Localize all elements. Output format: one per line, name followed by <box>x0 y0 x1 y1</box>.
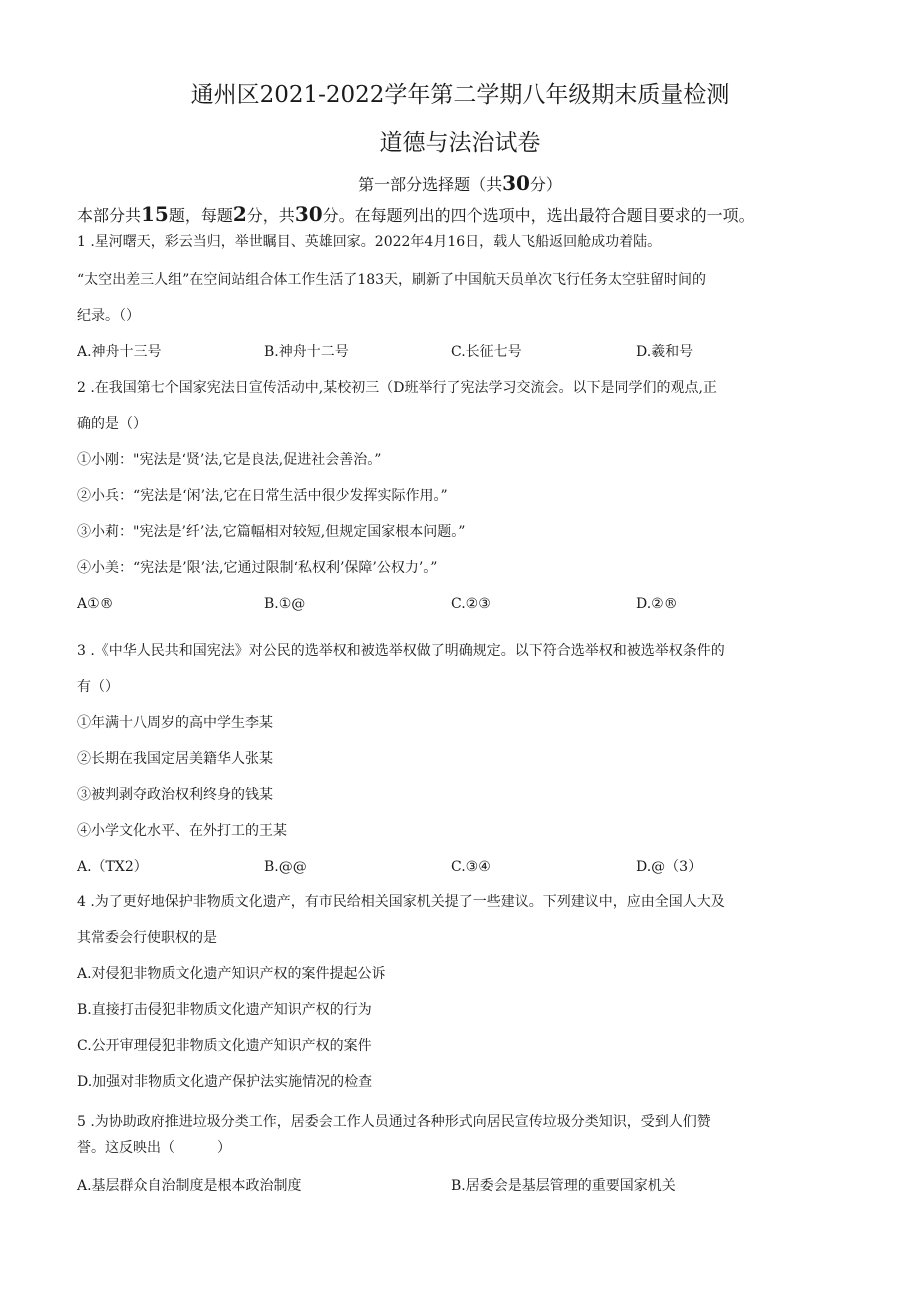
question-3-option-d: D.@（3） <box>636 859 703 875</box>
question-3-line: ②长期在我国定居美籍华人张某 <box>77 751 273 767</box>
question-3-option-b: B.@@ <box>264 859 307 875</box>
question-4-line: 其常委会行使职权的是 <box>77 930 217 946</box>
question-2-option-d: D.②® <box>636 596 678 612</box>
intro-text-3: 分，共 <box>246 206 295 225</box>
question-1-option-a: A.神舟十三号 <box>77 344 162 360</box>
question-1-option-d: D.羲和号 <box>636 344 694 360</box>
question-2-option-b: B.①@ <box>264 596 306 612</box>
question-4-line: 4 .为了更好地保护非物质文化遗产，有市民给相关国家机关提了一些建议。下列建议中，应由全国人大及 <box>77 894 725 910</box>
question-2-line: 确的是（） <box>77 416 147 432</box>
question-1-option-b: B.神舟十二号 <box>264 344 349 360</box>
section-heading <box>0 172 920 196</box>
question-1-line: 1 .星河曙天，彩云当归，举世瞩目、英雄回家。2022年4月16日，载人飞船返回舱成功着陆。 <box>77 234 662 250</box>
question-4-option-c: C.公开审理侵犯非物质文化遗产知识产权的案件 <box>77 1038 372 1054</box>
intro-points-total: 30 <box>294 202 323 226</box>
question-5-option-b: B.居委会是基层管理的重要国家机关 <box>451 1178 676 1194</box>
intro-count: 15 <box>141 202 169 226</box>
intro-points-each: 2 <box>232 202 247 226</box>
question-2-line: ①小刚："宪法是‘贤’法,它是良法,促进社会善治。” <box>77 452 382 468</box>
section-heading-score: 30 <box>502 171 530 195</box>
question-1-line: “太空出差三人组”在空间站组合体工作生活了183天，刷新了中国航天员单次飞行任务太空驻留时间的 <box>77 272 707 288</box>
question-3-line: ④小学文化水平、在外打工的王某 <box>77 823 287 839</box>
exam-subtitle: 道德与法治试卷 <box>379 130 541 156</box>
question-3-option-a: A.（TX2） <box>77 859 148 875</box>
question-1-option-c: C.长征七号 <box>451 344 522 360</box>
intro-text-2: 题，每题 <box>168 206 233 225</box>
intro-text-1: 本部分共 <box>77 206 142 225</box>
section-instructions <box>77 202 755 228</box>
question-4-option-d: D.加强对非物质文化遗产保护法实施情况的检查 <box>77 1074 373 1090</box>
question-5-line: 誉。这反映出（ ） <box>77 1140 231 1156</box>
question-2-line: ③小莉："宪法是’纤’法,它篇幅相对较短,但规定国家根本问题。” <box>77 524 466 540</box>
question-2-line: ④小美：“宪法是’限’法,它通过限制‘私权利’保障’公权力’。” <box>77 560 438 576</box>
section-heading-end: 分） <box>529 175 562 194</box>
question-2-line: ②小兵：“宪法是‘闲’法,它在日常生活中很少发挥实际作用。” <box>77 488 448 504</box>
question-5-line: 5 .为协助政府推进垃圾分类工作，居委会工作人员通过各种形式向居民宣传垃圾分类知识，受到人们赞 <box>77 1114 711 1130</box>
question-3-option-c: C.③④ <box>451 859 491 875</box>
question-2-line: 2 .在我国第七个国家宪法日宣传活动中,某校初三（D班举行了宪法学习交流会。以下是同学们的观点,正 <box>77 380 717 396</box>
question-3-line: 有（） <box>77 679 119 695</box>
question-2-option-c: C.②③ <box>451 596 491 612</box>
intro-text-4: 分。在每题列出的四个选项中，选出最符合题目要求的一项。 <box>322 206 755 225</box>
question-3-line: ③被判剥夺政治权利终身的钱某 <box>77 787 273 803</box>
question-4-option-a: A.对侵犯非物质文化遗产知识产权的案件提起公诉 <box>77 966 386 982</box>
question-2-option-a: A①® <box>77 596 114 612</box>
exam-title: 通州区2021-2022学年第二学期八年级期末质量检测 <box>190 82 730 108</box>
section-heading-text: 第一部分选择题（共 <box>358 175 503 194</box>
question-5-option-a: A.基层群众自治制度是根本政治制度 <box>77 1178 302 1194</box>
question-3-line: 3 .《中华人民共和国宪法》对公民的选举权和被选举权做了明确规定。以下符合选举权和被选举权条件的 <box>77 643 725 659</box>
question-3-line: ①年满十八周岁的高中学生李某 <box>77 715 273 731</box>
question-4-option-b: B.直接打击侵犯非物质文化遗产知识产权的行为 <box>77 1002 372 1018</box>
question-1-line: 纪录。（） <box>77 308 140 324</box>
